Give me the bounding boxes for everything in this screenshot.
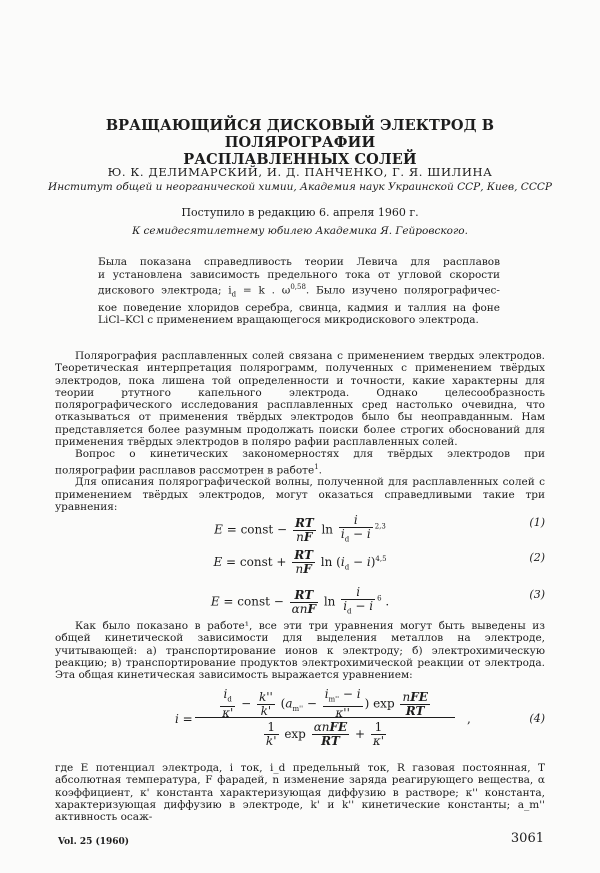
equation-2-label: (2) [529,551,545,564]
paragraph-2: Вопрос о кинетических закономерностях для твёрдых электродов при полярографии расплавов рассмотрен в работе$^1$. [55,448,545,477]
equation-4-label: (4) [529,712,545,725]
institute: Институт общей и неорганической химии, Академия наук Украинской ССР, Киев, СССР [48,181,552,193]
received-date: Поступило в редакцию 6. апреля 1960 г. [181,206,419,219]
equation-1-label: (1) [529,516,545,529]
authors: Ю. К. ДЕЛИМАРСКИЙ, И. Д. ПАНЧЕНКО, Г. Я. ШИЛИНА [107,165,493,179]
equation-4: i = $\frac{i_d}{\kappa'}$ − $\frac{k''}{k'}$ ($a_{m''}$ − $\frac{i_{m''} - i}{\kappa''}$ ) exp $\frac{\text{nFE}}{RT}$ $\frac{1}{k'}$ exp $\frac{\text{αnFE}}{RT}$ + $\frac{1}{\kappa'}$ , (4) [175,687,545,748]
abstract-line: кое поведение хлоридов серебра, свинца, кадмия и таллия на фоне [98,301,500,314]
dedication: К семидесятилетнему юбилею Академика Я. Гейровского. [132,225,468,237]
abstract-line: LiCl–KCl с применением вращающегося микродискового электрода. [98,314,479,327]
paragraph-5: где E потенциал электрода, i ток, i_d предельный ток, R газовая постоянная, T абсолютная температура, F фарадей, n изменение заряда реагирующего вещества, α коэффициент, κ' константа характеризующая диффузию в растворе; κ'' константа, характеризующая диффузию в электроде, k' и k'' кинетические константы; a_m'' активность осаж- [55,762,545,824]
page-number: 3061 [510,831,544,846]
abstract-line: Была показана справедливость теории Левича для расплавов [98,256,500,268]
title-line-2: РАСПЛАВЛЕННЫХ СОЛЕЙ [183,151,417,168]
equation-2: E = const + $\frac{RT}{nF}$ $\ln (i_d - i)^{4,5}$ (2) [213,548,545,576]
paragraph-3: Для описания полярографической волны, полученной для расплавленных солей с применением твёрдых электродов, могут оказаться справедливыми такие три уравнения: [55,476,545,514]
abstract-line: и установлена зависимость предельного тока от угловой скорости [98,268,500,281]
paragraph-1: Полярография расплавленных солей связана с применением твердых электродов. Теоретическая интерпретация полярограмм, полученных с применением твёрдых электродов, пока лишена той определенности и точности, какие характерны для теории ртутного капельного электрода. Однако целесообразность полярографического исследования расплавленных сред настолько очевидна, что отказываться от применения твёрдых электродов было бы неоправданным. Нам представляется более разумным продолжать поиски более строгих обоснований для применения твёрдых электродов в поляро рафии расплавленных солей. [55,350,545,449]
abstract [98,256,500,327]
paragraph-4: Как было показано в работе¹, все эти три уравнения могут быть выведены из общей кинетической зависимости для выделения металлов на электроде, учитывающей: а) транспортирование ионов к электроду; б) электрохимическую реакцию; в) транспортирование продуктов электрохимической реакции от электрода. Эта общая кинетическая зависимость выражается уравнением: [55,620,545,682]
body-section-3 [55,762,545,823]
equation-1: E = const − $\frac{RT}{nF}$ ln $\frac{i}{i_d - i}$ $^{2,3}$ (1) [214,513,545,544]
title-line-1: ВРАЩАЮЩИЙСЯ ДИСКОВЫЙ ЭЛЕКТРОД В ПОЛЯРОГРАФИИ [105,117,495,151]
equation-3: E = const − $\frac{RT}{\text{αnF}}$ ln $\frac{i}{i_d - i}$ $^6$ . (3) [210,585,545,616]
equation-3-label: (3) [529,588,545,601]
volume-info: Vol. 25 (1960) [58,837,130,847]
article-title [40,117,560,168]
body-section-1 [55,350,545,513]
abstract-line: дискового электрода; $i_d = k$ . $\omega^{0,58}$. Было изучено полярографичес- [98,283,500,299]
body-section-2 [55,620,545,681]
